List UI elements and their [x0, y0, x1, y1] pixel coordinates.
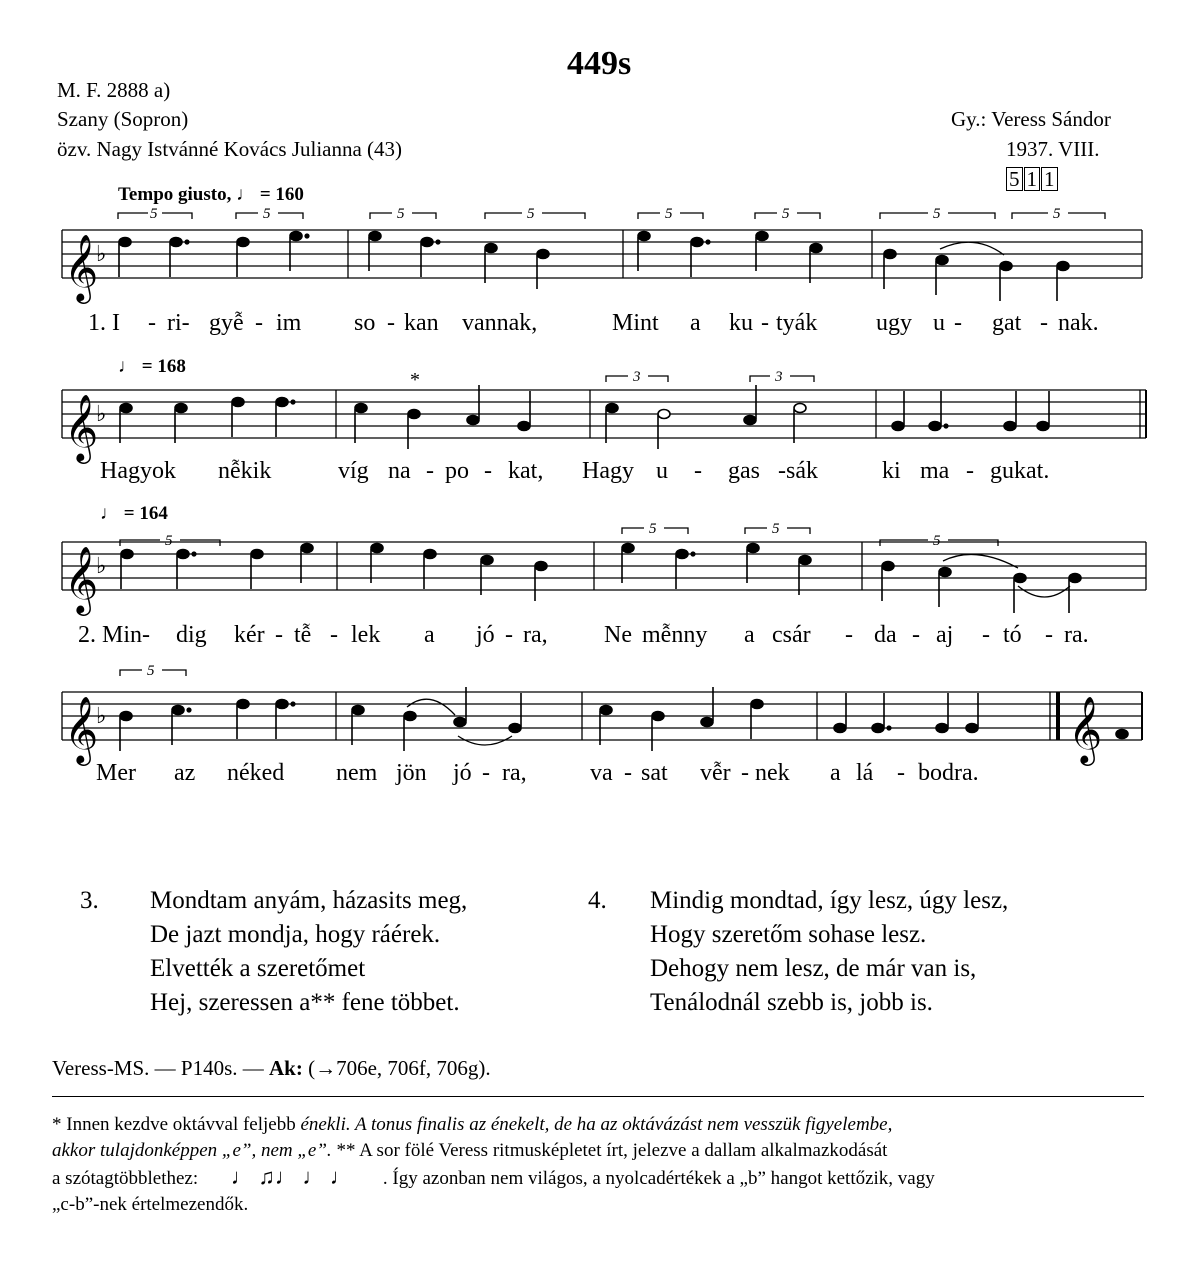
treble-clef: 𝄞: [64, 235, 99, 300]
footnote: [52, 1112, 1144, 1218]
collector: Gy.: Veress Sándor: [951, 107, 1111, 131]
lyric-syllable: Hagyok: [100, 458, 176, 484]
lyric-syllable: dig: [176, 622, 207, 648]
lyric-syllable: mễnny: [642, 622, 708, 648]
lyric-syllable: jó: [476, 622, 495, 648]
lyric-syllable: ma: [920, 458, 950, 484]
lyric-syllable: ra,: [523, 622, 548, 648]
code-box: 1: [1024, 167, 1041, 191]
lyric-syllable: -: [778, 458, 786, 484]
tuplet-number: 5: [649, 521, 657, 537]
verse-3: [150, 884, 467, 1020]
tuplet-number: 5: [263, 206, 271, 222]
singer: özv. Nagy Istvánné Kovács Julianna (43): [57, 137, 403, 161]
tempo-marking: ♩ = 168: [118, 356, 186, 377]
lyric-syllable: -: [897, 760, 905, 786]
lyric-syllable: -: [275, 622, 283, 648]
lyric-syllable: u: [933, 310, 945, 336]
references: [52, 1056, 491, 1081]
tuplet-number: 5: [772, 521, 780, 537]
lyric-syllable: tyák: [776, 310, 818, 336]
code-box: 5: [1006, 167, 1023, 191]
lyric-syllable: so: [354, 310, 376, 336]
verse-4: [650, 884, 1008, 1020]
catalog-number: M. F. 2888 a): [57, 78, 171, 102]
lyric-syllable: -: [954, 310, 962, 336]
flat-key-signature: ♭: [96, 401, 107, 426]
verse-line: Elvették a szeretőmet: [150, 955, 366, 982]
lyric-syllable: csár: [772, 622, 811, 648]
lyric-syllable: va: [590, 760, 613, 786]
lyric-syllable: sat: [641, 760, 668, 786]
lyric-syllable: -: [624, 760, 632, 786]
lyric-syllable: néked: [227, 760, 285, 786]
lyric-syllable: az: [174, 760, 196, 786]
lyric-syllable: -: [148, 310, 156, 336]
lyric-syllable: nễkik: [218, 458, 272, 484]
lyric-syllable: 1. I: [88, 310, 120, 336]
lyric-syllable: da: [874, 622, 897, 648]
verse-line: Mondtam anyám, házasits meg,: [150, 887, 468, 914]
lyric-syllable: -: [966, 458, 974, 484]
lyric-syllable: Hagy: [582, 458, 634, 484]
lyric-syllable: -: [330, 622, 338, 648]
treble-clef: 𝄞: [64, 697, 99, 762]
lyric-syllable: -: [845, 622, 853, 648]
lyric-syllable: kan: [404, 310, 439, 336]
lyric-syllable: kat,: [508, 458, 544, 484]
references-prefix: Veress-MS. — P140s. —: [52, 1056, 270, 1080]
lyric-syllable: a: [690, 310, 701, 336]
flat-key-signature: ♭: [96, 241, 107, 266]
lyric-syllable: -: [694, 458, 702, 484]
lyric-syllable: -: [761, 310, 769, 336]
lyric-syllable: tó: [1003, 622, 1022, 648]
lyric-syllable: -: [982, 622, 990, 648]
lyric-syllable: bodra.: [918, 760, 979, 786]
tuplet-number: 5: [147, 663, 155, 679]
tuplet-number: 5: [150, 206, 158, 222]
lyric-syllable: na: [388, 458, 411, 484]
lyric-syllable: ugy: [876, 310, 912, 336]
music-staff-4: [0, 660, 1200, 760]
lyric-syllable: ku: [729, 310, 753, 336]
lyric-syllable: ra,: [502, 760, 527, 786]
verse-line: De jazt mondja, hogy ráérek.: [150, 921, 441, 948]
lyric-syllable: -: [387, 310, 395, 336]
lyric-syllable: Ne: [604, 622, 632, 648]
lyric-syllable: sák: [786, 458, 818, 484]
lyric-syllable: vễr: [700, 760, 731, 786]
lyric-syllable: a: [830, 760, 841, 786]
footnote-text: ** A sor fölé Veress ritmusképletet írt, jelezve a dallam alkalmazkodását: [331, 1140, 888, 1161]
footnote-text: „c-b”-nek értelmezendők.: [52, 1194, 249, 1215]
lyric-syllable: -: [255, 310, 263, 336]
lyric-syllable: ri-: [167, 310, 190, 336]
footnote-asterisk: *: [410, 369, 420, 391]
tempo-marking: Tempo giusto, ♩ = 160: [118, 184, 304, 205]
rhythm-pattern: ♩ ♫♩ ♩ ♩: [230, 1164, 352, 1189]
references-label: Ak:: [269, 1056, 303, 1080]
place: Szany (Sopron): [57, 107, 189, 131]
lyric-syllable: ki: [882, 458, 901, 484]
music-staff-2: [0, 370, 1200, 470]
tuplet-number: 5: [933, 533, 941, 549]
lyric-syllable: nem: [336, 760, 378, 786]
lyric-syllable: po: [445, 458, 469, 484]
divider: [52, 1096, 1144, 1097]
treble-clef: 𝄞: [64, 395, 99, 460]
references-list: (→706e, 706f, 706g).: [302, 1056, 491, 1080]
lyric-syllable: gukat.: [990, 458, 1050, 484]
lyric-syllable: gyễ: [209, 310, 244, 336]
lyric-syllable: -: [741, 760, 749, 786]
lyric-syllable: nek: [755, 760, 790, 786]
tuplet-number: 5: [1053, 206, 1061, 222]
lyric-syllable: gas: [728, 458, 760, 484]
flat-key-signature: ♭: [96, 553, 107, 578]
lyric-syllable: jó: [453, 760, 472, 786]
lyric-syllable: 2. Min-: [78, 622, 150, 648]
lyric-syllable: u: [656, 458, 668, 484]
lyric-syllable: -: [482, 760, 490, 786]
footnote-text: a szótagtöbblethez:: [52, 1168, 199, 1189]
tempo-marking: ♩ = 164: [100, 503, 168, 524]
page-title: 449s: [567, 45, 632, 82]
lyric-syllable: Mer: [96, 760, 136, 786]
lyric-syllable: vannak,: [462, 310, 538, 336]
lyric-syllable: -: [1040, 310, 1048, 336]
tuplet-number: 3: [775, 369, 783, 385]
footnote-text: * Innen kezdve oktávval feljebb: [52, 1114, 296, 1135]
lyric-syllable: víg: [338, 458, 369, 484]
footnote-text: akkor tulajdonképpen „e”, nem „e”.: [52, 1140, 332, 1161]
lyric-syllable: gat: [992, 310, 1022, 336]
verse-line: Hej, szeressen a** fene többet.: [150, 989, 460, 1016]
lyric-syllable: aj: [936, 622, 954, 648]
verse-number: 4.: [588, 887, 607, 914]
verse-line: Tenálodnál szebb is, jobb is.: [650, 989, 933, 1016]
lyric-syllable: lek: [351, 622, 381, 648]
lyric-syllable: -: [505, 622, 513, 648]
lyric-syllable: -: [426, 458, 434, 484]
tuplet-number: 5: [933, 206, 941, 222]
flat-key-signature: ♭: [96, 703, 107, 728]
structure-code: [1006, 167, 1059, 191]
lyric-syllable: im: [276, 310, 302, 336]
lyric-syllable: -: [912, 622, 920, 648]
lyric-syllable: tễ: [294, 622, 312, 648]
lyric-syllable: a: [744, 622, 755, 648]
treble-clef: 𝄞: [1068, 697, 1103, 762]
verse-line: Hogy szeretőm sohase lesz.: [650, 921, 927, 948]
footnote-text: . Így azonban nem világos, a nyolcadértékek a „b” hangot kettőzik, vagy: [382, 1168, 935, 1189]
lyric-syllable: ra.: [1064, 622, 1089, 648]
lyric-syllable: jön: [396, 760, 427, 786]
music-staff-3: [0, 512, 1200, 612]
music-staff-1: [0, 205, 1200, 305]
verse-line: Dehogy nem lesz, de már van is,: [650, 955, 977, 982]
lyric-syllable: Mint: [612, 310, 659, 336]
tuplet-number: 5: [665, 206, 673, 222]
lyric-syllable: nak.: [1058, 310, 1099, 336]
treble-clef: 𝄞: [64, 547, 99, 612]
tuplet-number: 3: [633, 369, 641, 385]
tuplet-number: 5: [165, 533, 173, 549]
footnote-text: énekli. A tonus finalis az énekelt, de ha az oktávázást nem vesszük figyelembe,: [295, 1114, 893, 1135]
tuplet-number: 5: [782, 206, 790, 222]
date: 1937. VIII.: [1006, 137, 1100, 161]
tuplet-number: 5: [527, 206, 535, 222]
lyric-syllable: kér: [234, 622, 265, 648]
lyric-syllable: lá: [856, 760, 874, 786]
verse-number: 3.: [80, 887, 99, 914]
lyric-syllable: a: [424, 622, 435, 648]
lyric-syllable: -: [1045, 622, 1053, 648]
verse-line: Mindig mondtad, így lesz, úgy lesz,: [650, 887, 1009, 914]
lyric-syllable: -: [484, 458, 492, 484]
code-box: 1: [1041, 167, 1058, 191]
tuplet-number: 5: [397, 206, 405, 222]
